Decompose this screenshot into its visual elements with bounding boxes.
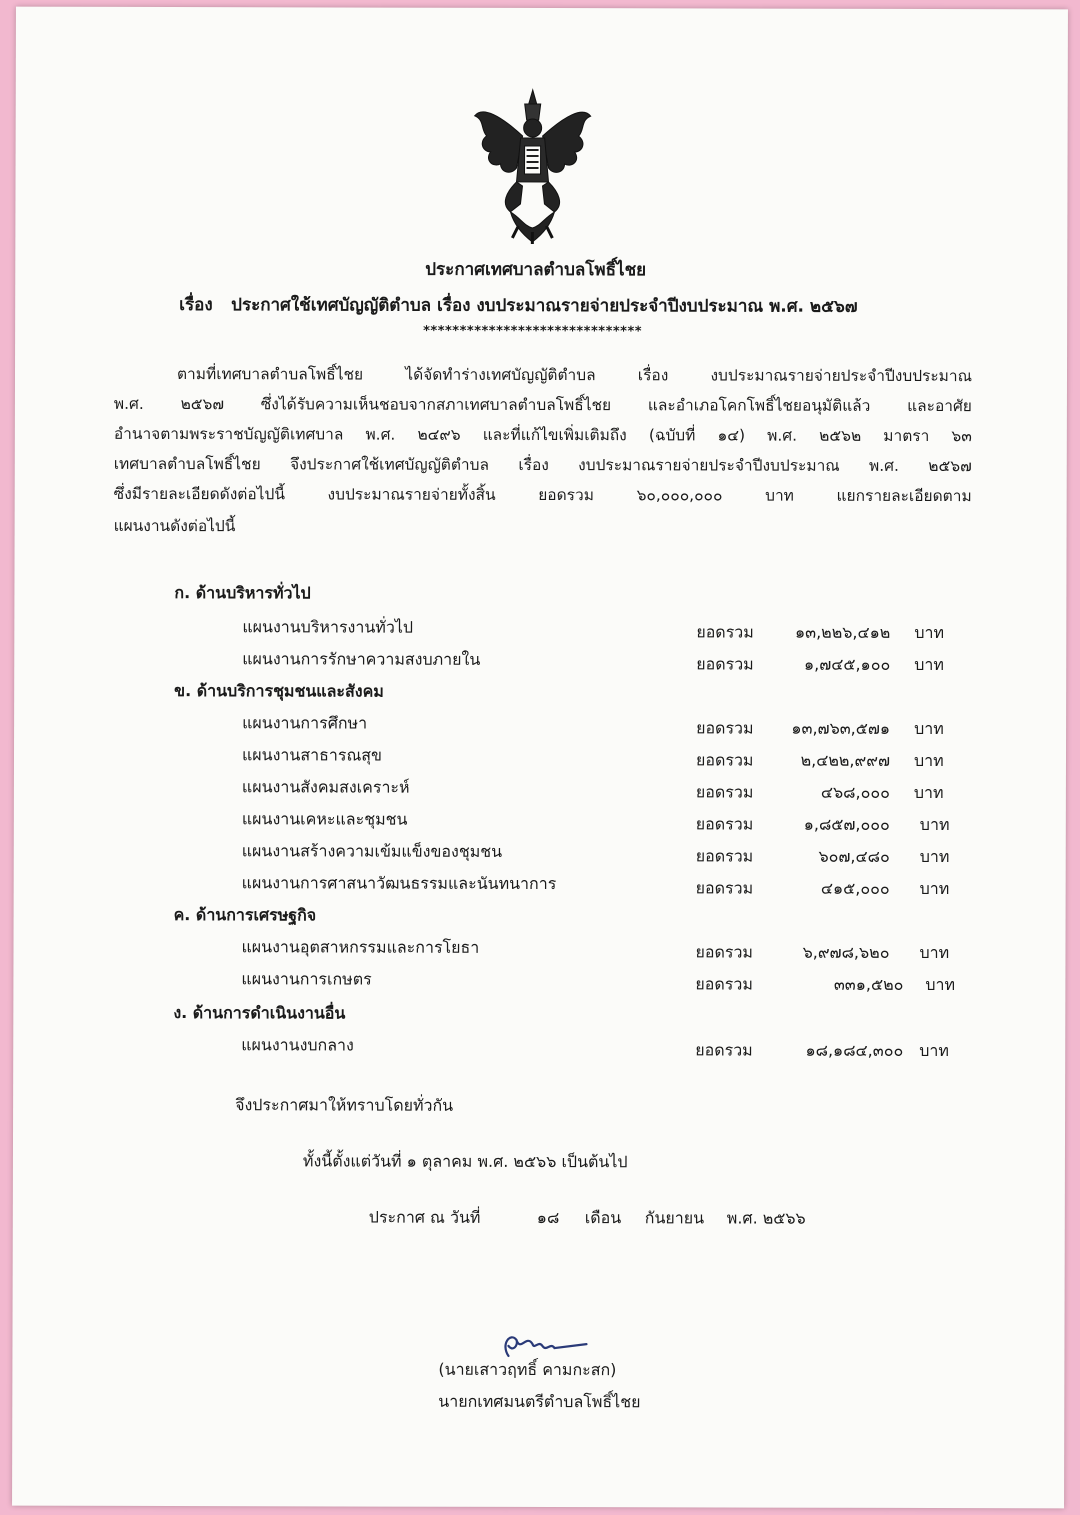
total-label: ยอดรวม	[695, 942, 754, 962]
plan-amount: ๑,๗๔๕,๑๐๐	[803, 654, 891, 674]
plan-name: แผนงานการเกษตร	[241, 969, 372, 989]
signer-position: นายกเทศมนตรีตำบลโพธิ์ไชย	[438, 1391, 641, 1412]
body-line: แผนงานดังต่อไปนี้	[113, 516, 236, 536]
plan-name: แผนงานการรักษาความสงบภายใน	[242, 649, 481, 669]
signer-name: (นายเสาวฤทธิ์ คามกะสก)	[438, 1359, 617, 1380]
body-line: เทศบาลตำบลโพธิ์ไชย จึงประกาศใช้เทศบัญญัติตำบล เรื่อง งบประมาณรายจ่ายประจำปีงบประมาณ พ.ศ. ๒๕๖๗	[113, 454, 972, 476]
currency-unit: บาท	[914, 622, 945, 643]
date-year: พ.ศ. ๒๕๖๖	[726, 1208, 806, 1228]
document-title: ประกาศเทศบาลตำบลโพธิ์ไชย	[425, 259, 647, 281]
total-label: ยอดรวม	[695, 1040, 753, 1060]
section-title: ข. ด้านบริการชุมชนและสังคม	[174, 681, 384, 701]
total-label: ยอดรวม	[696, 718, 754, 738]
date-month: กันยายน	[644, 1208, 705, 1228]
section-title: ค. ด้านการเศรษฐกิจ	[173, 905, 317, 925]
plan-amount: ๑๓,๗๖๓,๕๗๑	[791, 718, 891, 738]
plan-amount: ๑๘,๑๘๔,๓๐๐	[805, 1040, 904, 1060]
plan-amount: ๔๖๘,๐๐๐	[820, 782, 890, 802]
currency-unit: บาท	[913, 750, 944, 771]
total-label: ยอดรวม	[695, 750, 754, 770]
body-line: ตามที่เทศบาลตำบลโพธิ์ไชย ได้จัดทำร่างเทศบัญญัติตำบล เรื่อง งบประมาณรายจ่ายประจำปีงบประมาณ	[176, 365, 973, 386]
total-label: ยอดรวม	[696, 654, 754, 674]
plan-amount: ๖,๙๗๘,๖๒๐	[802, 942, 890, 962]
currency-unit: บาท	[919, 878, 950, 899]
plan-name: แผนงานบริหารงานทั่วไป	[242, 617, 414, 637]
section-title: ก. ด้านบริหารทั่วไป	[174, 583, 311, 603]
plan-amount: ๖๐๗,๔๘๐	[818, 846, 890, 866]
effective-date: ทั้งนี้ตั้งแต่วันที่ ๑ ตุลาคม พ.ศ. ๒๕๖๖ เป็นต้นไป	[302, 1151, 628, 1172]
body-line: ซึ่งมีรายละเอียดดังต่อไปนี้ งบประมาณรายจ่ายทั้งสิ้น ยอดรวม ๖๐,๐๐๐,๐๐๐ บาท แยกรายละเอียดตาม	[113, 484, 972, 506]
announcement-text: จึงประกาศมาให้ทราบโดยทั่วกัน	[235, 1095, 454, 1115]
currency-unit: บาท	[919, 942, 950, 963]
currency-unit: บาท	[925, 975, 956, 995]
plan-name: แผนงานการศึกษา	[242, 713, 368, 733]
plan-amount: ๓๓๑,๕๒๐	[833, 974, 904, 994]
currency-unit: บาท	[919, 814, 950, 835]
plan-name: แผนงานสร้างความเข้มแข็งของชุมชน	[241, 841, 503, 861]
currency-unit: บาท	[919, 1040, 949, 1061]
section-title: ง. ด้านการดำเนินงานอื่น	[173, 1003, 346, 1023]
total-label: ยอดรวม	[695, 974, 753, 994]
total-label: ยอดรวม	[695, 846, 754, 866]
date-month-label: เดือน	[584, 1208, 622, 1228]
body-line: พ.ศ. ๒๕๖๗ ซึ่งได้รับความเห็นชอบจากสภาเทศบาลตำบลโพธิ์ไชย และอำเภอโคกโพธิ์ไชยอนุมัติแล้ว และอาศัย	[113, 394, 972, 416]
plan-name: แผนงานสังคมสงเคราะห์	[241, 777, 410, 797]
plan-name: แผนงานการศาสนาวัฒนธรรมและนันทนาการ	[241, 873, 557, 894]
body-line: อำนาจตามพระราชบัญญัติเทศบาล พ.ศ. ๒๔๙๖ และที่แก้ไขเพิ่มเติมถึง (ฉบับที่ ๑๔) พ.ศ. ๒๕๖๒ มาตรา ๖๓	[113, 424, 972, 446]
subject-label: เรื่อง	[179, 295, 213, 316]
total-label: ยอดรวม	[695, 814, 754, 834]
garuda-emblem-icon	[470, 86, 594, 246]
total-label: ยอดรวม	[695, 878, 754, 898]
plan-amount: ๑,๘๕๗,๐๐๐	[803, 814, 890, 834]
plan-name: แผนงานเคหะและชุมชน	[241, 809, 408, 829]
plan-name: แผนงานงบกลาง	[241, 1035, 354, 1055]
title-divider: ******************************	[423, 323, 643, 340]
total-label: ยอดรวม	[695, 782, 754, 802]
date-day: ๑๘	[536, 1207, 560, 1228]
currency-unit: บาท	[919, 846, 950, 867]
currency-unit: บาท	[914, 718, 944, 739]
plan-amount: ๒,๔๒๒,๙๙๗	[800, 750, 891, 770]
plan-amount: ๑๓,๒๒๖,๔๑๒	[794, 622, 891, 642]
date-prefix: ประกาศ ณ วันที่	[368, 1207, 481, 1227]
total-label: ยอดรวม	[696, 622, 754, 642]
currency-unit: บาท	[913, 782, 944, 803]
currency-unit: บาท	[914, 654, 944, 675]
subject-text: ประกาศใช้เทศบัญญัติตำบล เรื่อง งบประมาณรายจ่ายประจำปีงบประมาณ พ.ศ. ๒๕๖๗	[231, 295, 858, 317]
plan-name: แผนงานสาธารณสุข	[241, 745, 383, 765]
plan-amount: ๔๑๕,๐๐๐	[820, 878, 890, 898]
plan-name: แผนงานอุตสาหกรรมและการโยธา	[241, 937, 480, 957]
document-page	[12, 7, 1068, 1509]
